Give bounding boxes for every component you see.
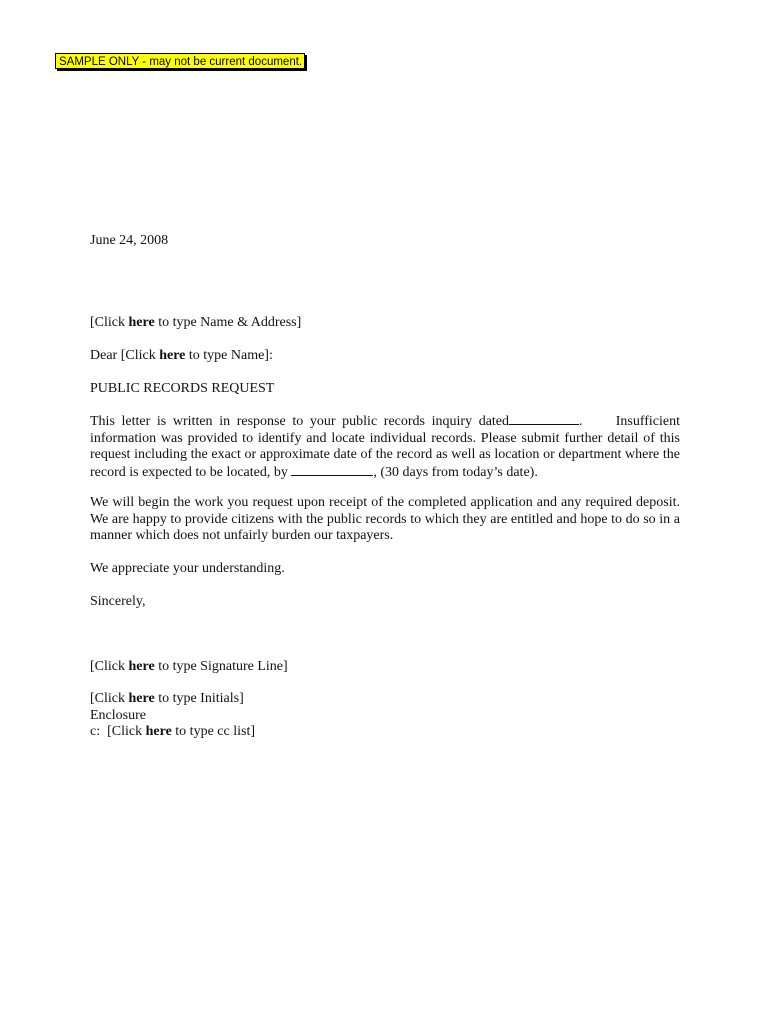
cc-field[interactable] [90, 724, 255, 741]
field-suffix: to type Signature Line] [154, 659, 288, 674]
paragraph-line: information was provided to identify and locate individual records. Please submit further detail of this [90, 430, 680, 446]
salutation[interactable] [90, 348, 273, 365]
field-prefix: [Click [90, 315, 129, 330]
paragraph-text: This letter is written in response to your public records inquiry dated [90, 414, 510, 429]
field-here-link[interactable]: here [128, 691, 155, 706]
field-prefix: [Click [90, 691, 129, 706]
field-suffix: to type cc list] [171, 724, 255, 739]
paragraph-text: record is expected to be located, by [90, 464, 292, 480]
deadline-date-blank[interactable] [291, 464, 373, 476]
sample-only-banner: SAMPLE ONLY - may not be current document. [55, 53, 305, 69]
body-paragraph-2 [90, 495, 680, 545]
field-prefix: c: [Click [90, 724, 146, 739]
field-here-link[interactable]: here [128, 315, 155, 330]
paragraph-line: We will begin the work you request upon receipt of the completed application and any required deposit. [90, 495, 680, 510]
subject-line: PUBLIC RECORDS REQUEST [90, 381, 275, 396]
paragraph-line [90, 413, 680, 431]
salutation-here-link[interactable]: here [159, 348, 186, 363]
body-paragraph-1 [90, 413, 680, 481]
salutation-suffix: to type Name]: [185, 348, 273, 363]
paragraph-line [90, 464, 680, 482]
paragraph-line: We are happy to provide citizens with the public records to which they are entitled and hope to do so in a [90, 511, 680, 527]
letter-date: June 24, 2008 [90, 233, 169, 248]
paragraph-text: , (30 days from today’s date). [373, 464, 538, 480]
salutation-prefix: Dear [Click [90, 348, 160, 363]
paragraph-line: manner which does not unfairly burden our taxpayers. [90, 528, 394, 543]
field-here-link[interactable]: here [145, 724, 172, 739]
field-suffix: to type Initials] [154, 691, 244, 706]
name-address-field[interactable] [90, 315, 301, 332]
field-prefix: [Click [90, 659, 129, 674]
inquiry-date-blank[interactable] [509, 413, 579, 425]
field-suffix: to type Name & Address] [154, 315, 302, 330]
signature-field[interactable] [90, 659, 288, 676]
enclosure-line: Enclosure [90, 708, 146, 723]
paragraph-line: request including the exact or approximate date of the record as well as location or department where the [90, 447, 680, 462]
paragraph-text: . Insufficient [579, 414, 680, 429]
appreciation-line: We appreciate your understanding. [90, 561, 285, 576]
field-here-link[interactable]: here [128, 659, 155, 674]
closing-line: Sincerely, [90, 594, 146, 609]
initials-field[interactable] [90, 691, 244, 708]
